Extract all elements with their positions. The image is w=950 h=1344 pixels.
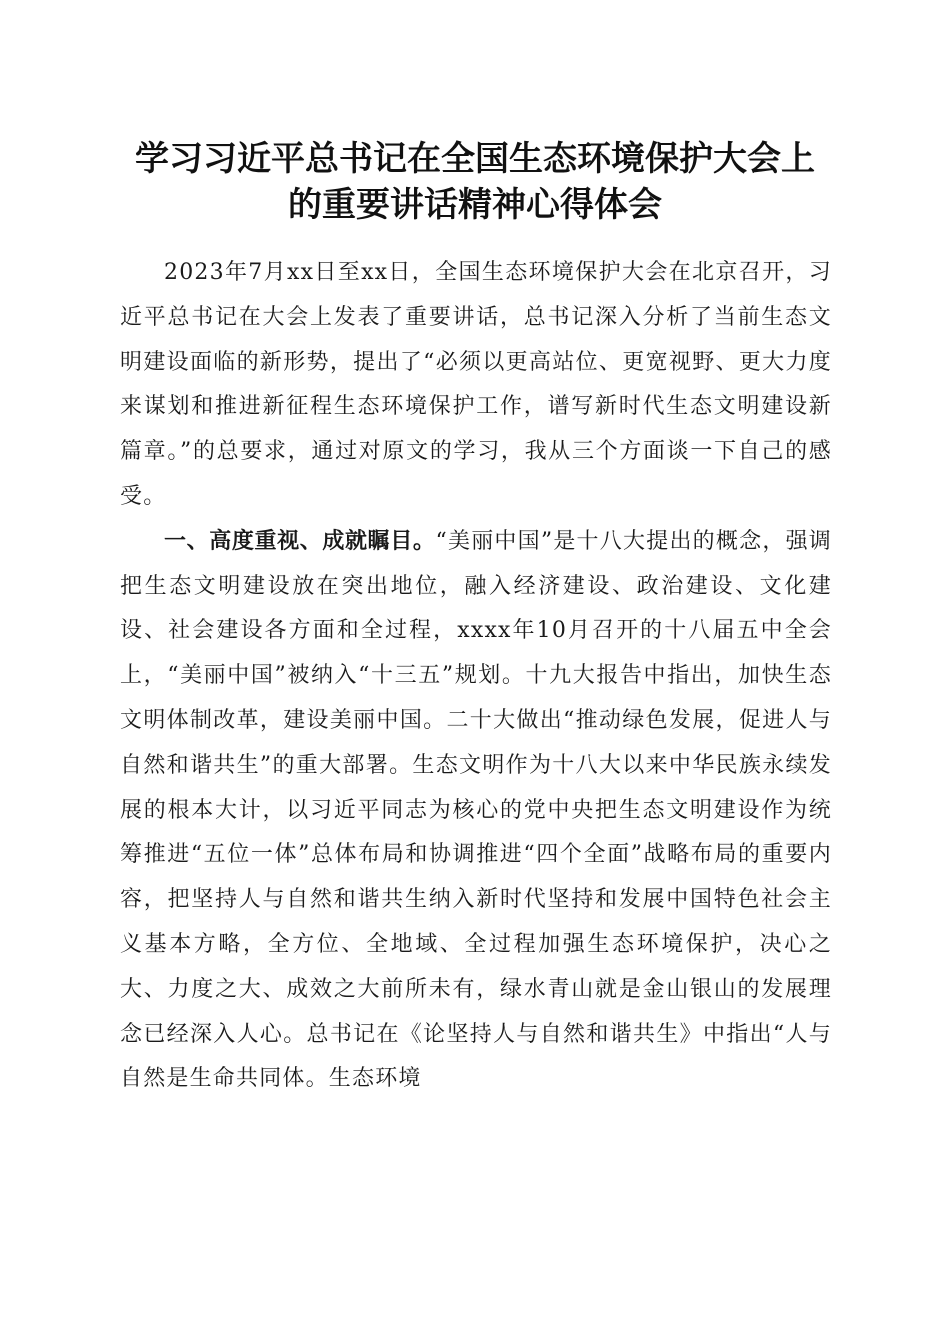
title-line-1: 学习习近平总书记在全国生态环境保护大会上 [135,139,815,179]
section-1-text: “美丽中国”是十八大提出的概念，强调把生态文明建设放在突出地位，融入经济建设、政治建设、文化建设、社会建设各方面和全过程，xxxx年10月召开的十八届五中全会上，“美丽中国”被纳入“十三五”规划。十九大报告中指出，加快生态文明体制改革，建设美丽中国。二十大做出“推动绿色发展，促进人与自然和谐共生”的重大部署。生态文明作为十八大以来中华民族永续发展的根本大计，以习近平同志为核心的党中央把生态文明建设作为统筹推进“五位一体”总体布局和协调推进“四个全面”战略布局的重要内容，把坚持人与自然和谐共生纳入新时代坚持和发展中国特色社会主义基本方略，全方位、全地域、全过程加强生态环境保护，决心之大、力度之大、成效之大前所未有，绿水青山就是金山银山的发展理念已经深入人心。总书记在《论坚持人与自然和谐共生》中指出“人与自然是生命共同体。生态环境 [120,528,832,1092]
section-1-heading: 一、高度重视、成就瞩目。 [164,528,436,554]
title-line-2: 的重要讲话精神心得体会 [288,185,662,225]
document-title [100,136,850,228]
paragraph-intro [120,251,832,520]
document-body [120,251,832,1102]
paragraph-section-1 [120,520,832,1102]
paragraph-intro-text: 2023年7月xx日至xx日，全国生态环境保护大会在北京召开，习近平总书记在大会上发表了重要讲话，总书记深入分析了当前生态文明建设面临的新形势，提出了“必须以更高站位、更宽视野、更大力度来谋划和推进新征程生态环境保护工作，谱写新时代生态文明建设新篇章。”的总要求，通过对原文的学习，我从三个方面谈一下自己的感受。 [120,260,832,509]
